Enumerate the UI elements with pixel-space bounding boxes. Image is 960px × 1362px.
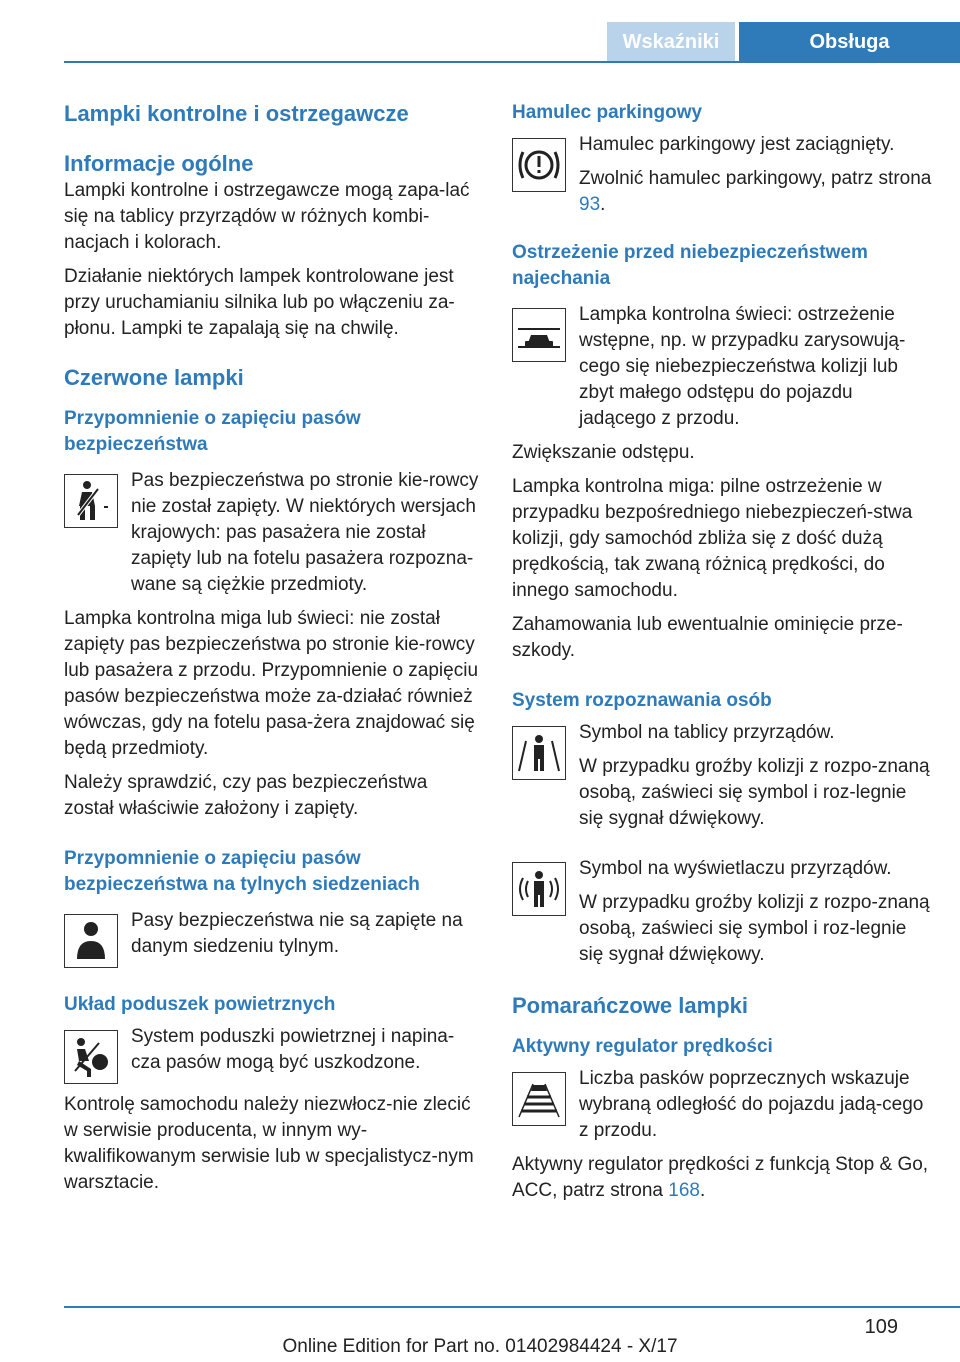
airbag-heading: Układ poduszek powietrznych [64, 994, 336, 1015]
tab-wskazniki[interactable]: Wskaźniki [607, 22, 735, 62]
parking-brake-block [512, 132, 932, 218]
parking-brake-heading: Hamulec parkingowy [512, 102, 703, 123]
info-paragraph-1: Lampki kontrolne i ostrzegawcze mogą zapa‐lać się na tablicy przyrządów w różnych kombi‐nacjach i kolorach. [64, 180, 470, 253]
person-paragraph-4: W przypadku groźby kolizji z rozpo‐znaną osobą, zaświeci się symbol i roz‐legnie się sygnał dźwiękowy. [579, 892, 930, 965]
person-detection-block-2 [512, 856, 932, 968]
acc-heading: Aktywny regulator prędkości [512, 1036, 773, 1057]
pedestrian-warning-icon [512, 726, 566, 780]
page-number: 109 [864, 1316, 898, 1338]
left-column [64, 100, 482, 1196]
person-detection-block-1 [512, 720, 932, 832]
seatbelt-warning-icon [64, 474, 118, 528]
collision-warning-text [579, 302, 932, 432]
brake-paragraph-2: Zwolnić hamulec parkingowy, patrz strona 93. [579, 168, 932, 215]
belt-paragraph-3: Należy sprawdzić, czy pas bezpieczeństwa został właściwie założony i zapięty. [64, 772, 428, 819]
page-link-93[interactable]: 93 [579, 194, 601, 215]
acc-paragraph-1: Liczba pasków poprzecznych wskazuje wybraną odległość do pojazdu jadą‐cego z przodu. [579, 1068, 924, 1141]
airbag-paragraph-1: System poduszki powietrznej i napina‐cza pasów mogą być uszkodzone. [131, 1026, 455, 1073]
right-column [512, 100, 932, 1204]
front-collision-icon [512, 308, 566, 362]
person-paragraph-3: Symbol na wyświetlaczu przyrządów. [579, 858, 892, 879]
parking-brake-text [579, 132, 932, 218]
rear-belt-heading: Przypomnienie o zapięciu pasów bezpieczeństwa na tylnych siedzeniach [64, 848, 420, 895]
person-detection-heading: System rozpoznawania osób [512, 690, 772, 711]
airbag-warning-icon [64, 1030, 118, 1084]
collision-paragraph-4: Zahamowania lub ewentualnie ominięcie prze‐szkody. [512, 614, 903, 661]
acc-block [512, 1066, 932, 1144]
red-lamps-heading: Czerwone lampki [64, 365, 244, 390]
rear-belt-block [64, 908, 482, 968]
distance-control-icon [512, 1072, 566, 1126]
airbag-block [64, 1024, 482, 1084]
belt-reminder-text [131, 468, 482, 598]
airbag-paragraph-2: Kontrolę samochodu należy niezwłocz‐nie zlecić w serwisie producenta, w innym wy‐kwalifikowanym serwisie lub w specjalistycz‐nym warsztacie. [64, 1094, 474, 1193]
pedestrian-sound-warning-icon [512, 862, 566, 916]
tab-obsluga[interactable]: Obsługa [739, 22, 960, 62]
section-title: Lampki kontrolne i ostrzegawcze [64, 101, 409, 126]
edition-note: Online Edition for Part no. 01402984424 - X/17 [282, 1336, 678, 1357]
collision-warning-heading: Ostrzeżenie przed niebezpieczeństwem najechania [512, 242, 868, 289]
acc-paragraph-2: Aktywny regulator prędkości z funkcją Stop & Go, ACC, patrz strona 168. [512, 1154, 929, 1201]
person-detection-text-2 [579, 856, 932, 968]
collision-paragraph-3: Lampka kontrolna miga: pilne ostrzeżenie w przypadku bezpośredniego niebezpieczeń‐stwa kolizji, gdy samochód zbliża się z dość dużą prędkością, tak zwaną różnicą prędkości, do innego samochodu. [512, 476, 913, 601]
footer-rule [64, 1306, 960, 1308]
info-paragraph-2: Działanie niektórych lampek kontrolowane jest przy uruchamianiu silnika lub po włączeniu za‐płonu. Lampki te zapalają się na chwilę. [64, 266, 455, 339]
airbag-text [131, 1024, 482, 1084]
info-heading: Informacje ogólne [64, 151, 254, 176]
belt-paragraph-1: Pas bezpieczeństwa po stronie kie‐rowcy nie został zapięty. W niektórych wersjach krajowych: pas pasażera nie został zapięty lub na fotelu pasażera rozpozna‐wane są ciężkie przedmioty. [131, 470, 479, 595]
orange-lamps-heading: Pomarańczowe lampki [512, 993, 748, 1018]
parking-brake-icon [512, 138, 566, 192]
belt-reminder-block [64, 468, 482, 598]
rear-seat-occupant-icon [64, 914, 118, 968]
brake-paragraph-1: Hamulec parkingowy jest zaciągnięty. [579, 134, 895, 155]
collision-paragraph-1: Lampka kontrolna świeci: ostrzeżenie wstępne, np. w przypadku zarysowują‐cego się niebezpieczeństwa kolizji lub zbyt małego odstępu do pojazdu jadącego z przodu. [579, 304, 906, 429]
person-detection-text-1 [579, 720, 932, 832]
belt-reminder-heading: Przypomnienie o zapięciu pasów bezpieczeństwa [64, 408, 361, 455]
rear-paragraph-1: Pasy bezpieczeństwa nie są zapięte na danym siedzeniu tylnym. [131, 910, 463, 957]
person-paragraph-1: Symbol na tablicy przyrządów. [579, 722, 835, 743]
rear-belt-text [131, 908, 482, 968]
collision-warning-block [512, 302, 932, 432]
belt-paragraph-2: Lampka kontrolna miga lub świeci: nie został zapięty pas bezpieczeństwa po stronie kie‐rowcy lub pasażera z przodu. Przypomnienie o zapięciu pasów bezpieczeństwa może za‐działać również wówczas, gdy na fotelu pasa‐żera znajdować się będą przedmioty. [64, 608, 479, 759]
person-paragraph-2: W przypadku groźby kolizji z rozpo‐znaną osobą, zaświeci się symbol i roz‐legnie się sygnał dźwiękowy. [579, 756, 930, 829]
header-rule [64, 61, 960, 63]
collision-paragraph-2: Zwiększanie odstępu. [512, 442, 695, 463]
page-link-168[interactable]: 168 [668, 1180, 700, 1201]
acc-text [579, 1066, 932, 1144]
